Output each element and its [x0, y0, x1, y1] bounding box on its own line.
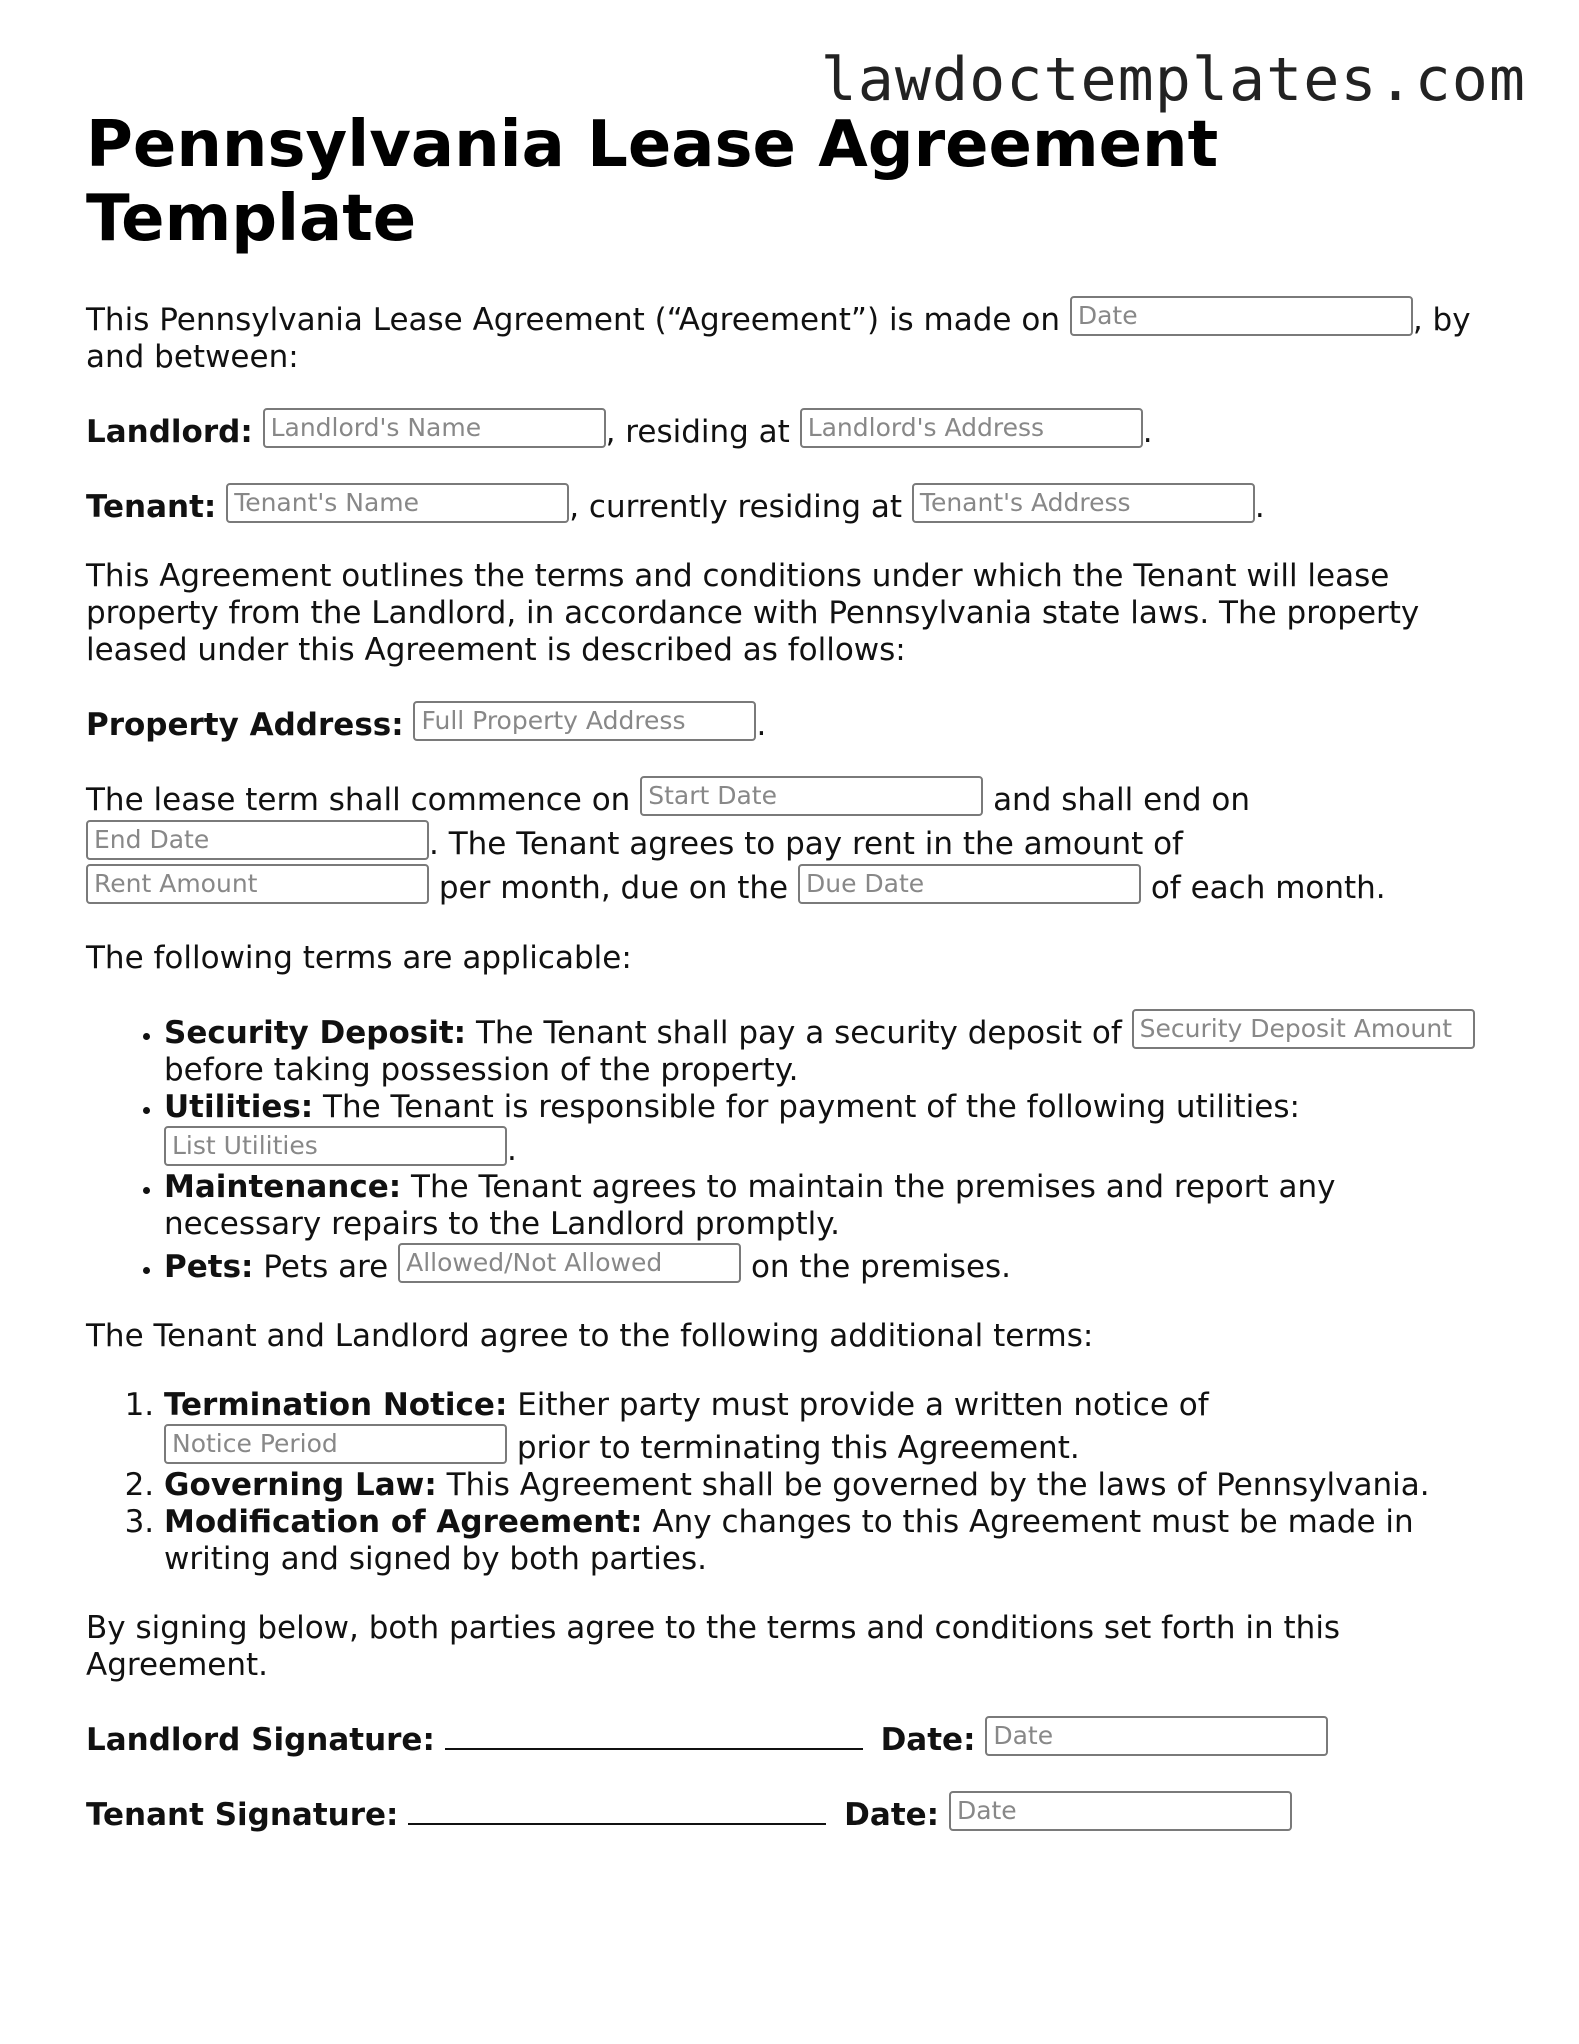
landlord-address-field[interactable]: Landlord's Address — [800, 408, 1143, 448]
landlord-date-label: Date: — [880, 1722, 976, 1758]
property-end-text: . — [756, 707, 767, 743]
tenant-address-field[interactable]: Tenant's Address — [912, 483, 1255, 523]
utilities-text-end: . — [507, 1132, 517, 1168]
pets-text: Pets are — [263, 1249, 389, 1285]
termination-label: Termination Notice: — [164, 1387, 508, 1423]
landlord-name-field[interactable]: Landlord's Name — [263, 408, 606, 448]
terms-list — [86, 1009, 1486, 1286]
tenant-end-text: . — [1254, 489, 1265, 525]
list-item-utilities — [164, 1089, 1486, 1169]
notice-period-field[interactable]: Notice Period — [164, 1424, 507, 1464]
landlord-signature-label: Landlord Signature: — [86, 1722, 435, 1758]
lease-term-text-1: The lease term shall commence on — [86, 782, 631, 818]
landlord-signature-date-field[interactable]: Date — [985, 1716, 1328, 1756]
tenant-date-label: Date: — [844, 1797, 940, 1833]
property-address-field[interactable]: Full Property Address — [413, 701, 756, 741]
lease-term-text-4: per month, due on the — [438, 870, 789, 906]
list-item-security-deposit — [164, 1009, 1486, 1089]
list-item-governing-law — [164, 1467, 1486, 1504]
pets-field[interactable]: Allowed/Not Allowed — [398, 1243, 741, 1283]
landlord-line — [86, 408, 1486, 451]
tenant-signature-field[interactable] — [408, 1797, 826, 1825]
termination-text: Either party must provide a written notice of — [517, 1387, 1209, 1423]
site-watermark: lawdoctemplates.com — [820, 45, 1526, 115]
agreement-date-field[interactable]: Date — [1070, 296, 1413, 336]
list-item-maintenance — [164, 1169, 1486, 1243]
pets-label: Pets: — [164, 1249, 254, 1285]
intro-text: This Pennsylvania Lease Agreement (“Agreement”) is made on — [86, 302, 1060, 338]
intro-paragraph — [86, 296, 1486, 376]
landlord-end-text: . — [1142, 414, 1153, 450]
closing-paragraph: By signing below, both parties agree to the terms and conditions set forth in this Agreement. — [86, 1610, 1341, 1683]
agreement-body — [86, 296, 1486, 1866]
terms-intro: The following terms are applicable: — [86, 940, 632, 976]
tenant-name-field[interactable]: Tenant's Name — [226, 483, 569, 523]
additional-intro: The Tenant and Landlord agree to the following additional terms: — [86, 1318, 1094, 1354]
property-label: Property Address: — [86, 707, 404, 743]
maintenance-text: The Tenant agrees to maintain the premises and report any necessary repairs to the Landlord promptly. — [164, 1169, 1336, 1242]
tenant-signature-date-field[interactable]: Date — [949, 1791, 1292, 1831]
intro-text-end: , by and between: — [86, 302, 1471, 375]
list-item-modification — [164, 1504, 1486, 1578]
start-date-field[interactable]: Start Date — [640, 776, 983, 816]
list-item-pets — [164, 1243, 1486, 1286]
utilities-label: Utilities: — [164, 1089, 314, 1125]
pets-text-end: on the premises. — [750, 1249, 1012, 1285]
landlord-signature-line — [86, 1716, 1486, 1759]
security-deposit-label: Security Deposit: — [164, 1015, 467, 1051]
maintenance-label: Maintenance: — [164, 1169, 402, 1205]
lease-term-text-3: . The Tenant agrees to pay rent in the amount of — [429, 826, 1183, 862]
security-deposit-text-end: before taking possession of the property. — [164, 1052, 799, 1088]
tenant-signature-label: Tenant Signature: — [86, 1797, 399, 1833]
tenant-signature-line — [86, 1791, 1486, 1834]
landlord-middle-text: , residing at — [605, 414, 790, 450]
landlord-signature-field[interactable] — [445, 1722, 863, 1750]
lease-term-text-2: and shall end on — [993, 782, 1250, 818]
modification-label: Modification of Agreement: — [164, 1504, 643, 1540]
lease-term-text-5: of each month. — [1150, 870, 1386, 906]
page-title: Pennsylvania Lease Agreement Template — [86, 108, 1219, 256]
outline-paragraph: This Agreement outlines the terms and conditions under which the Tenant will lease property from the Landlord, in accordance with Pennsylvania state laws. The property leased under this Agreement is described as follows: — [86, 558, 1420, 668]
modification-text: Any changes to this Agreement must be made in writing and signed by both parties. — [164, 1504, 1414, 1577]
rent-amount-field[interactable]: Rent Amount — [86, 864, 429, 904]
due-date-field[interactable]: Due Date — [798, 864, 1141, 904]
list-item-termination-notice — [164, 1387, 1486, 1467]
governing-law-label: Governing Law: — [164, 1467, 437, 1503]
end-date-field[interactable]: End Date — [86, 820, 429, 860]
security-deposit-field[interactable]: Security Deposit Amount — [1132, 1009, 1475, 1049]
governing-law-text: This Agreement shall be governed by the laws of Pennsylvania. — [446, 1467, 1430, 1503]
additional-terms-list — [86, 1387, 1486, 1578]
property-line — [86, 701, 1486, 744]
utilities-text: The Tenant is responsible for payment of the following utilities: — [323, 1089, 1300, 1125]
tenant-label: Tenant: — [86, 489, 217, 525]
security-deposit-text: The Tenant shall pay a security deposit of — [475, 1015, 1122, 1051]
tenant-middle-text: , currently residing at — [569, 489, 903, 525]
termination-text-end: prior to terminating this Agreement. — [516, 1430, 1080, 1466]
lease-term-paragraph — [86, 776, 1486, 908]
utilities-field[interactable]: List Utilities — [164, 1126, 507, 1166]
landlord-label: Landlord: — [86, 414, 253, 450]
tenant-line — [86, 483, 1486, 526]
